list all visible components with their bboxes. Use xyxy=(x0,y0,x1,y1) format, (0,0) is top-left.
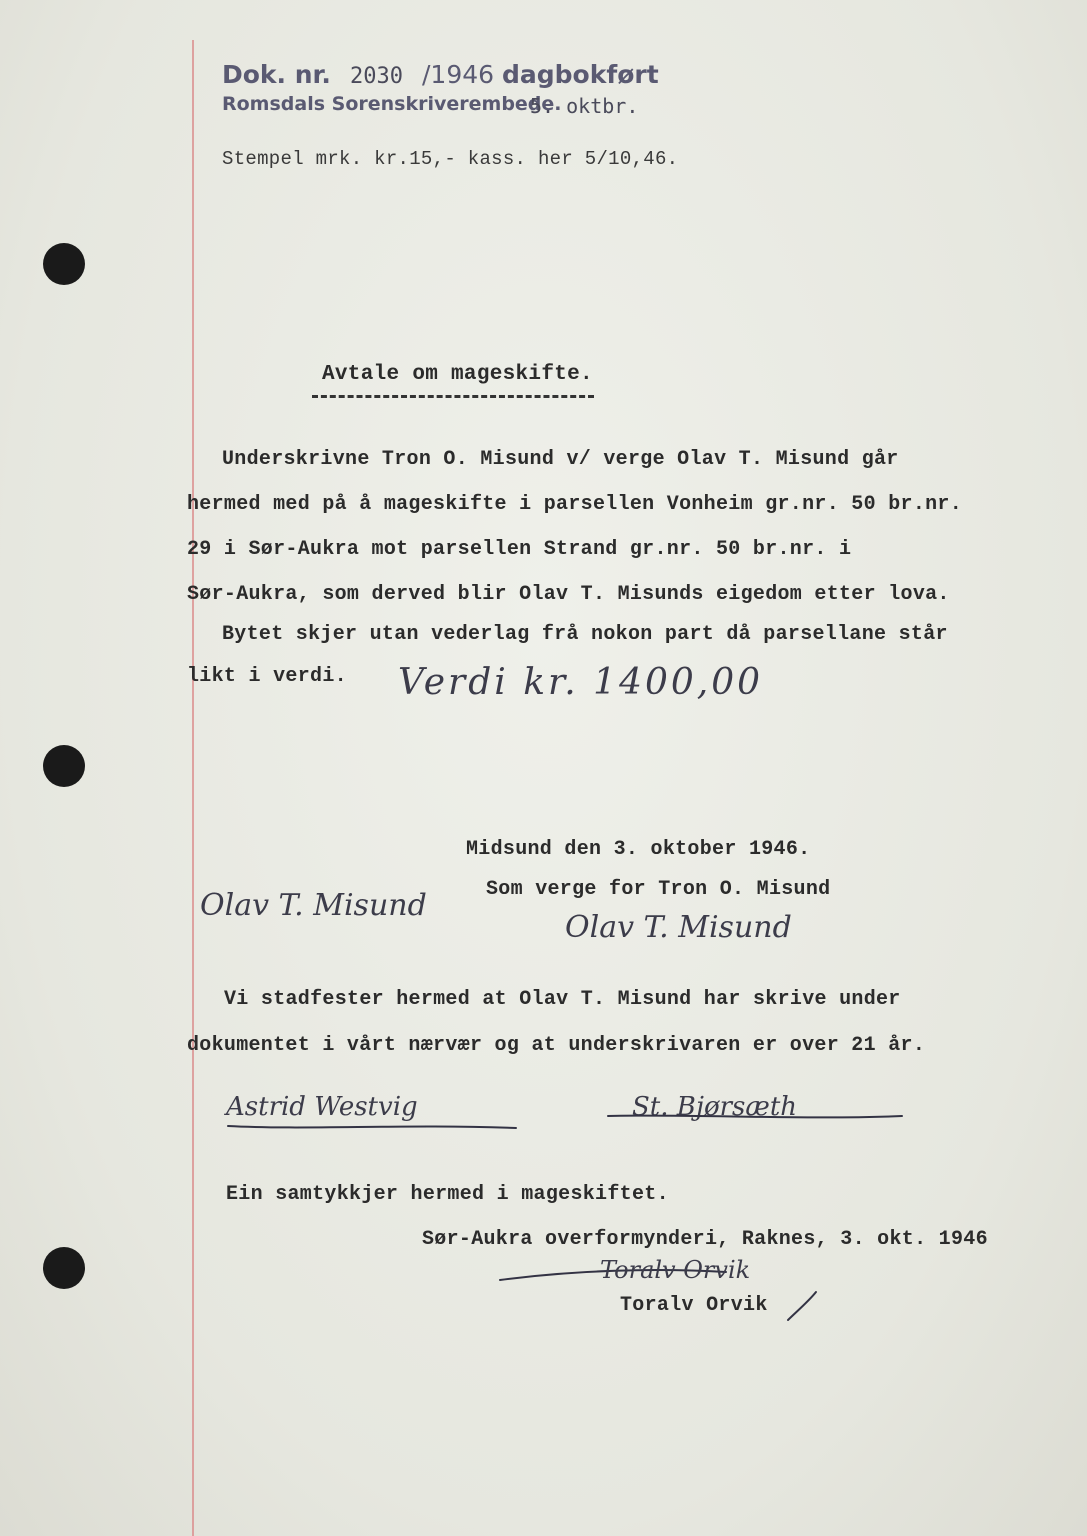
body-line-2: hermed med på å mageskifte i parsellen Vonheim gr.nr. 50 br.nr. xyxy=(187,493,963,516)
witness-signature-2-underline xyxy=(606,1110,906,1130)
body-line-1: Underskrivne Tron O. Misund v/ verge Olav T. Misund går xyxy=(222,448,899,471)
signature-left: Olav T. Misund xyxy=(200,888,427,923)
witness-signature-2: St. Bjørsæth xyxy=(632,1092,798,1122)
body-line-6: likt i verdi. xyxy=(187,665,347,688)
consent-line: Ein samtykkjer hermed i mageskiftet. xyxy=(226,1183,669,1206)
stamp-date: 5. oktbr. xyxy=(530,94,639,118)
stamp-doc-number: 2030 xyxy=(350,64,403,89)
place-date: Midsund den 3. oktober 1946. xyxy=(466,838,811,861)
stamp-year: /1946 xyxy=(422,60,495,89)
guardianship-office-line: Sør-Aukra overformynderi, Raknes, 3. okt. 1946 xyxy=(422,1228,988,1251)
body-line-4: Sør-Aukra, som derved blir Olav T. Misunds eigedom etter lova. xyxy=(187,583,950,606)
document-title: Avtale om mageskifte. xyxy=(322,363,593,386)
handwritten-value: Verdi kr. 1400,00 xyxy=(398,662,764,703)
punch-hole-middle xyxy=(43,745,85,787)
guardian-line: Som verge for Tron O. Misund xyxy=(486,878,831,901)
stamp-office: Romsdals Sorenskriverembede. xyxy=(222,93,562,115)
body-line-5: Bytet skjer utan vederlag frå nokon part då parsellane står xyxy=(222,623,948,646)
witness-signature-1: Astrid Westvig xyxy=(226,1092,418,1122)
final-name: Toralv Orvik xyxy=(620,1294,768,1317)
witness-line-2: dokumentet i vårt nærvær og at underskrivaren er over 21 år. xyxy=(187,1034,926,1057)
punch-hole-top xyxy=(43,243,85,285)
title-underline xyxy=(312,395,594,398)
stamp-journal-label: dagbokført xyxy=(502,60,659,89)
witness-signature-1-underline xyxy=(226,1118,526,1138)
margin-line xyxy=(192,40,194,1536)
stamp-dok-label: Dok. nr. xyxy=(222,60,331,89)
witness-line-1: Vi stadfester hermed at Olav T. Misund har skrive under xyxy=(224,988,901,1011)
body-line-3: 29 i Sør-Aukra mot parsellen Strand gr.nr. 50 br.nr. i xyxy=(187,538,852,561)
signature-right: Olav T. Misund xyxy=(565,910,792,945)
punch-hole-bottom xyxy=(43,1247,85,1289)
final-signature: Toralv Orvik xyxy=(600,1256,751,1284)
stamp-duty-line: Stempel mrk. kr.15,- kass. her 5/10,46. xyxy=(222,148,679,170)
